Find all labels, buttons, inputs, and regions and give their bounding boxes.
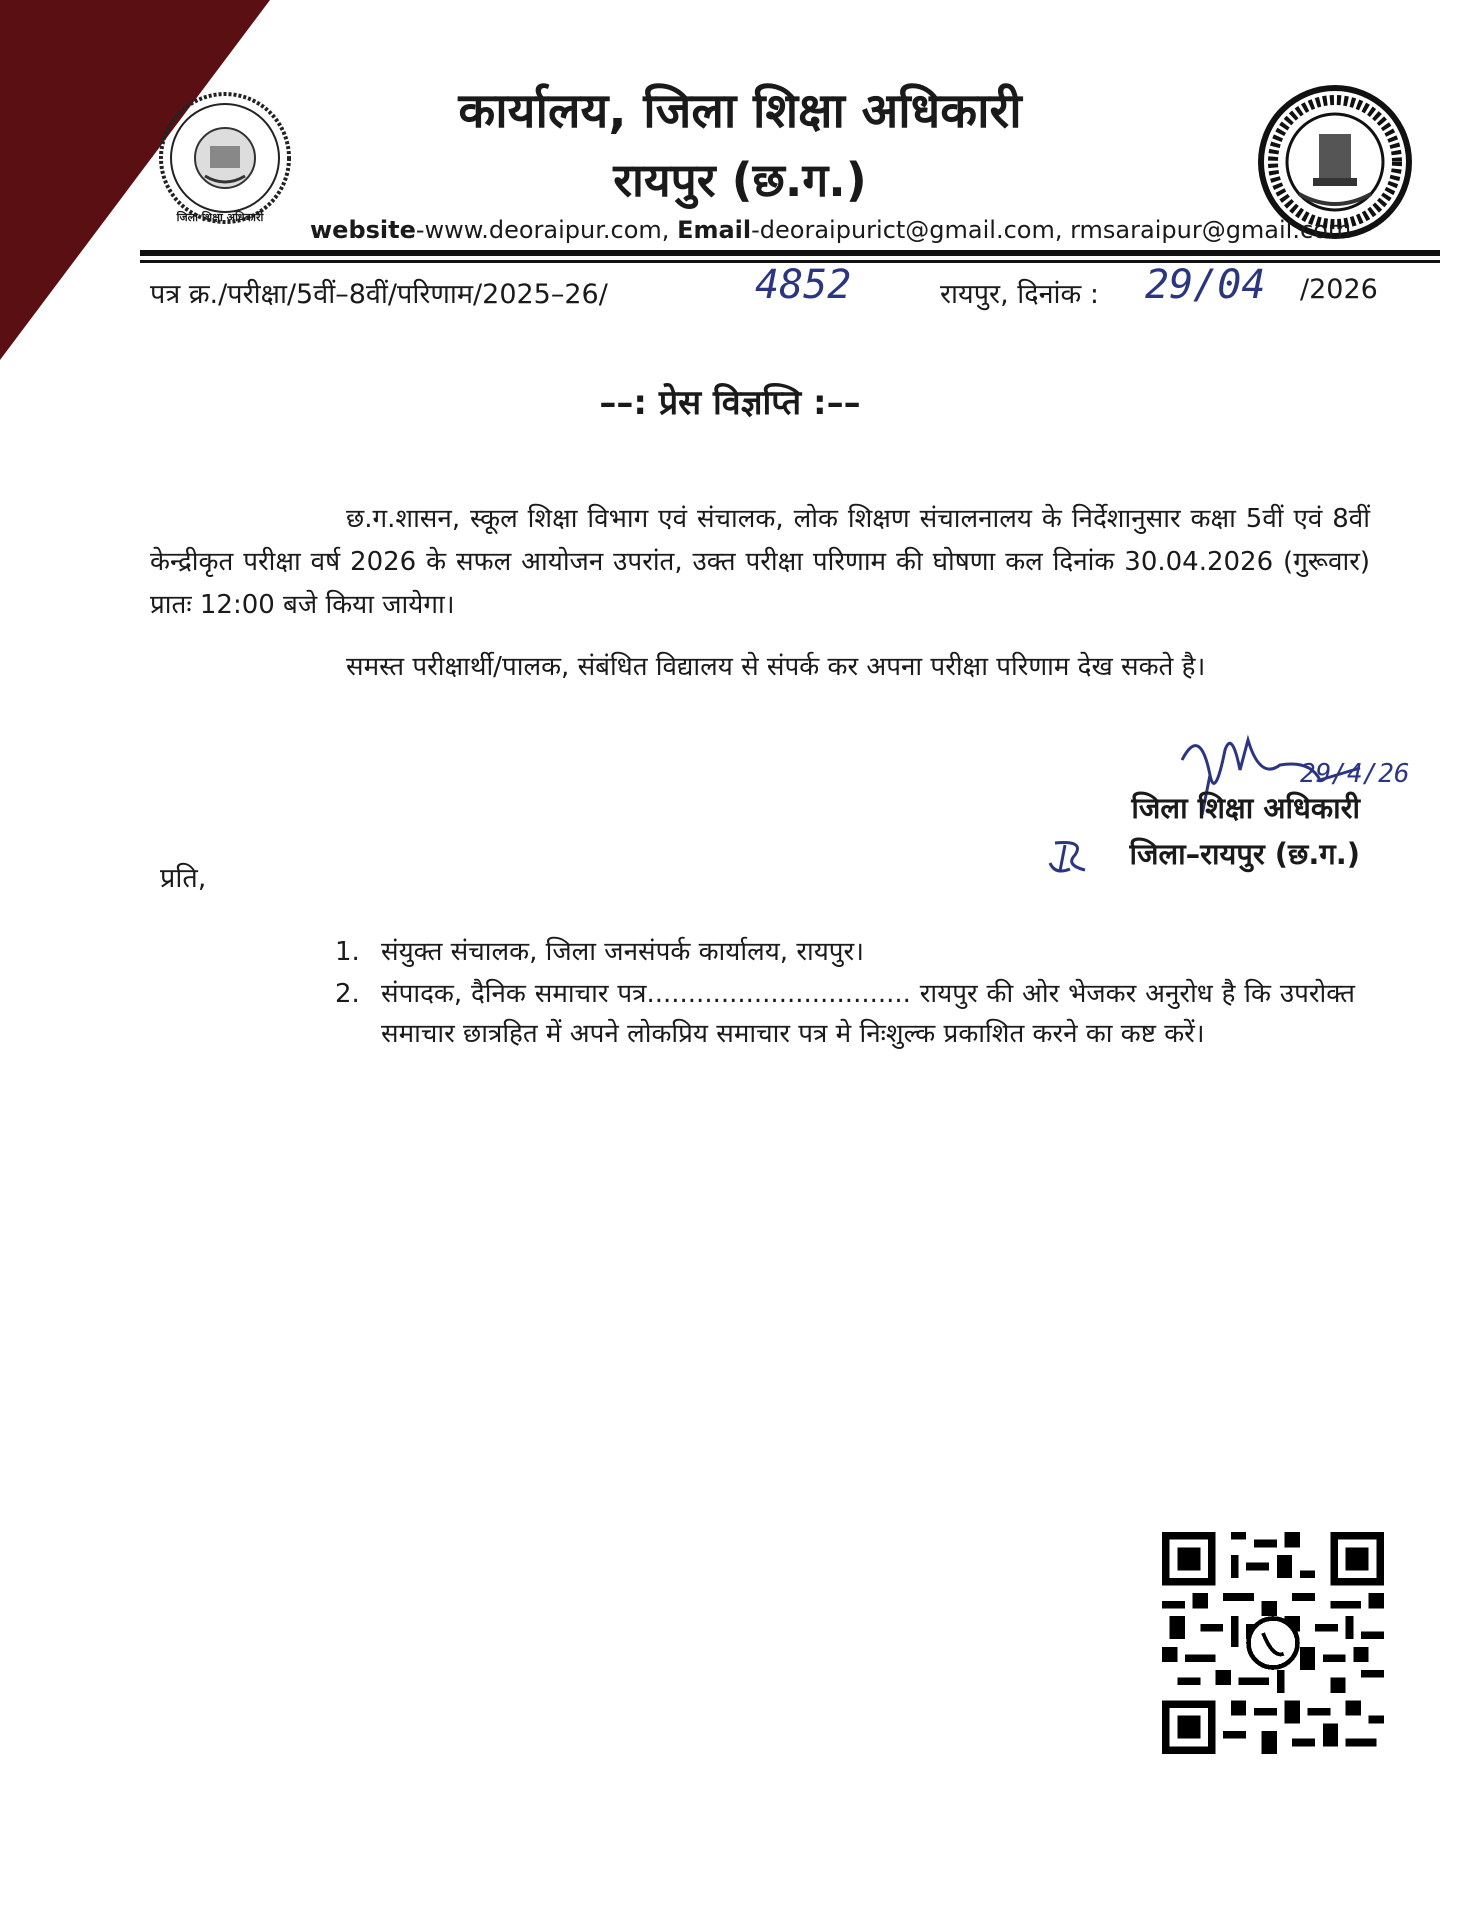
signatory-location: जिला–रायपुर (छ.ग.) [1129,837,1360,871]
date-handwritten: 29/04 [1145,262,1266,308]
press-release-title: ––: प्रेस विज्ञप्ति :–– [599,383,861,423]
office-title: कार्यालय, जिला शिक्षा अधिकारी [458,83,1022,139]
list-item [335,974,1355,1054]
signatory-designation: जिला शिक्षा अधिकारी [1131,791,1360,825]
contact-line [310,216,1352,244]
date-year: /2026 [1300,274,1378,305]
left-logo-caption: जिला शिक्षा अधिकारी [176,211,264,224]
list-item-number: 1. [335,937,360,967]
svg-text:29/4/26: 29/4/26 [1300,759,1410,789]
whatsapp-qr-code[interactable] [1162,1532,1384,1754]
date-label: रायपुर, दिनांक : [940,279,1099,310]
reference-line [150,262,1410,312]
email-label: Email [677,216,752,244]
letter-number: पत्र क्र./परीक्षा/5वीं–8वीं/परिणाम/2025–26/ [150,279,608,310]
list-item-text: संपादक, दैनिक समाचार पत्र................................ रायपुर की ओर भेजकर अनुरोध है कि उपरोक्त समाचार छात्रहित में अपने लोकप्रिय समाचार पत्र मे निःशुल्क प्रकाशित करने का कष्ट करें। [381,979,1355,1049]
office-location: रायपुर (छ.ग.) [613,153,867,207]
website-label: website [310,216,416,244]
email-links[interactable]: -deoraipurict@gmail.com, rmsaraipur@gmail.com [751,216,1352,244]
district-education-officer-logo [155,88,295,228]
website-link[interactable]: -www.deoraipur.com, [415,216,670,244]
letter-number-handwritten: 4852 [755,262,852,308]
recipients-list [335,932,1355,1056]
list-item [335,932,1355,972]
body-paragraph-1: छ.ग.शासन, स्कूल शिक्षा विभाग एवं संचालक, लोक शिक्षण संचालनालय के निर्देशानुसार कक्षा 5वीं एवं 8वीं केन्द्रीकृत परीक्षा वर्ष 2026 के सफल आयोजन उपरांत, उक्त परीक्षा परिणाम की घोषणा कल दिनांक 30.04.2026 (गुरूवार) प्रातः 12:00 बजे किया जायेगा। [150,504,1370,620]
list-item-number: 2. [335,979,360,1009]
header-rule-thick [140,250,1440,256]
body-paragraph-2: समस्त परीक्षार्थी/पालक, संबंधित विद्यालय से संपर्क कर अपना परीक्षा परिणाम देख सकते है। [346,652,1206,682]
list-item-text: संयुक्त संचालक, जिला जनसंपर्क कार्यालय, रायपुर। [381,937,865,967]
recipients-label: प्रति, [160,863,207,894]
signature-block [1040,785,1360,877]
